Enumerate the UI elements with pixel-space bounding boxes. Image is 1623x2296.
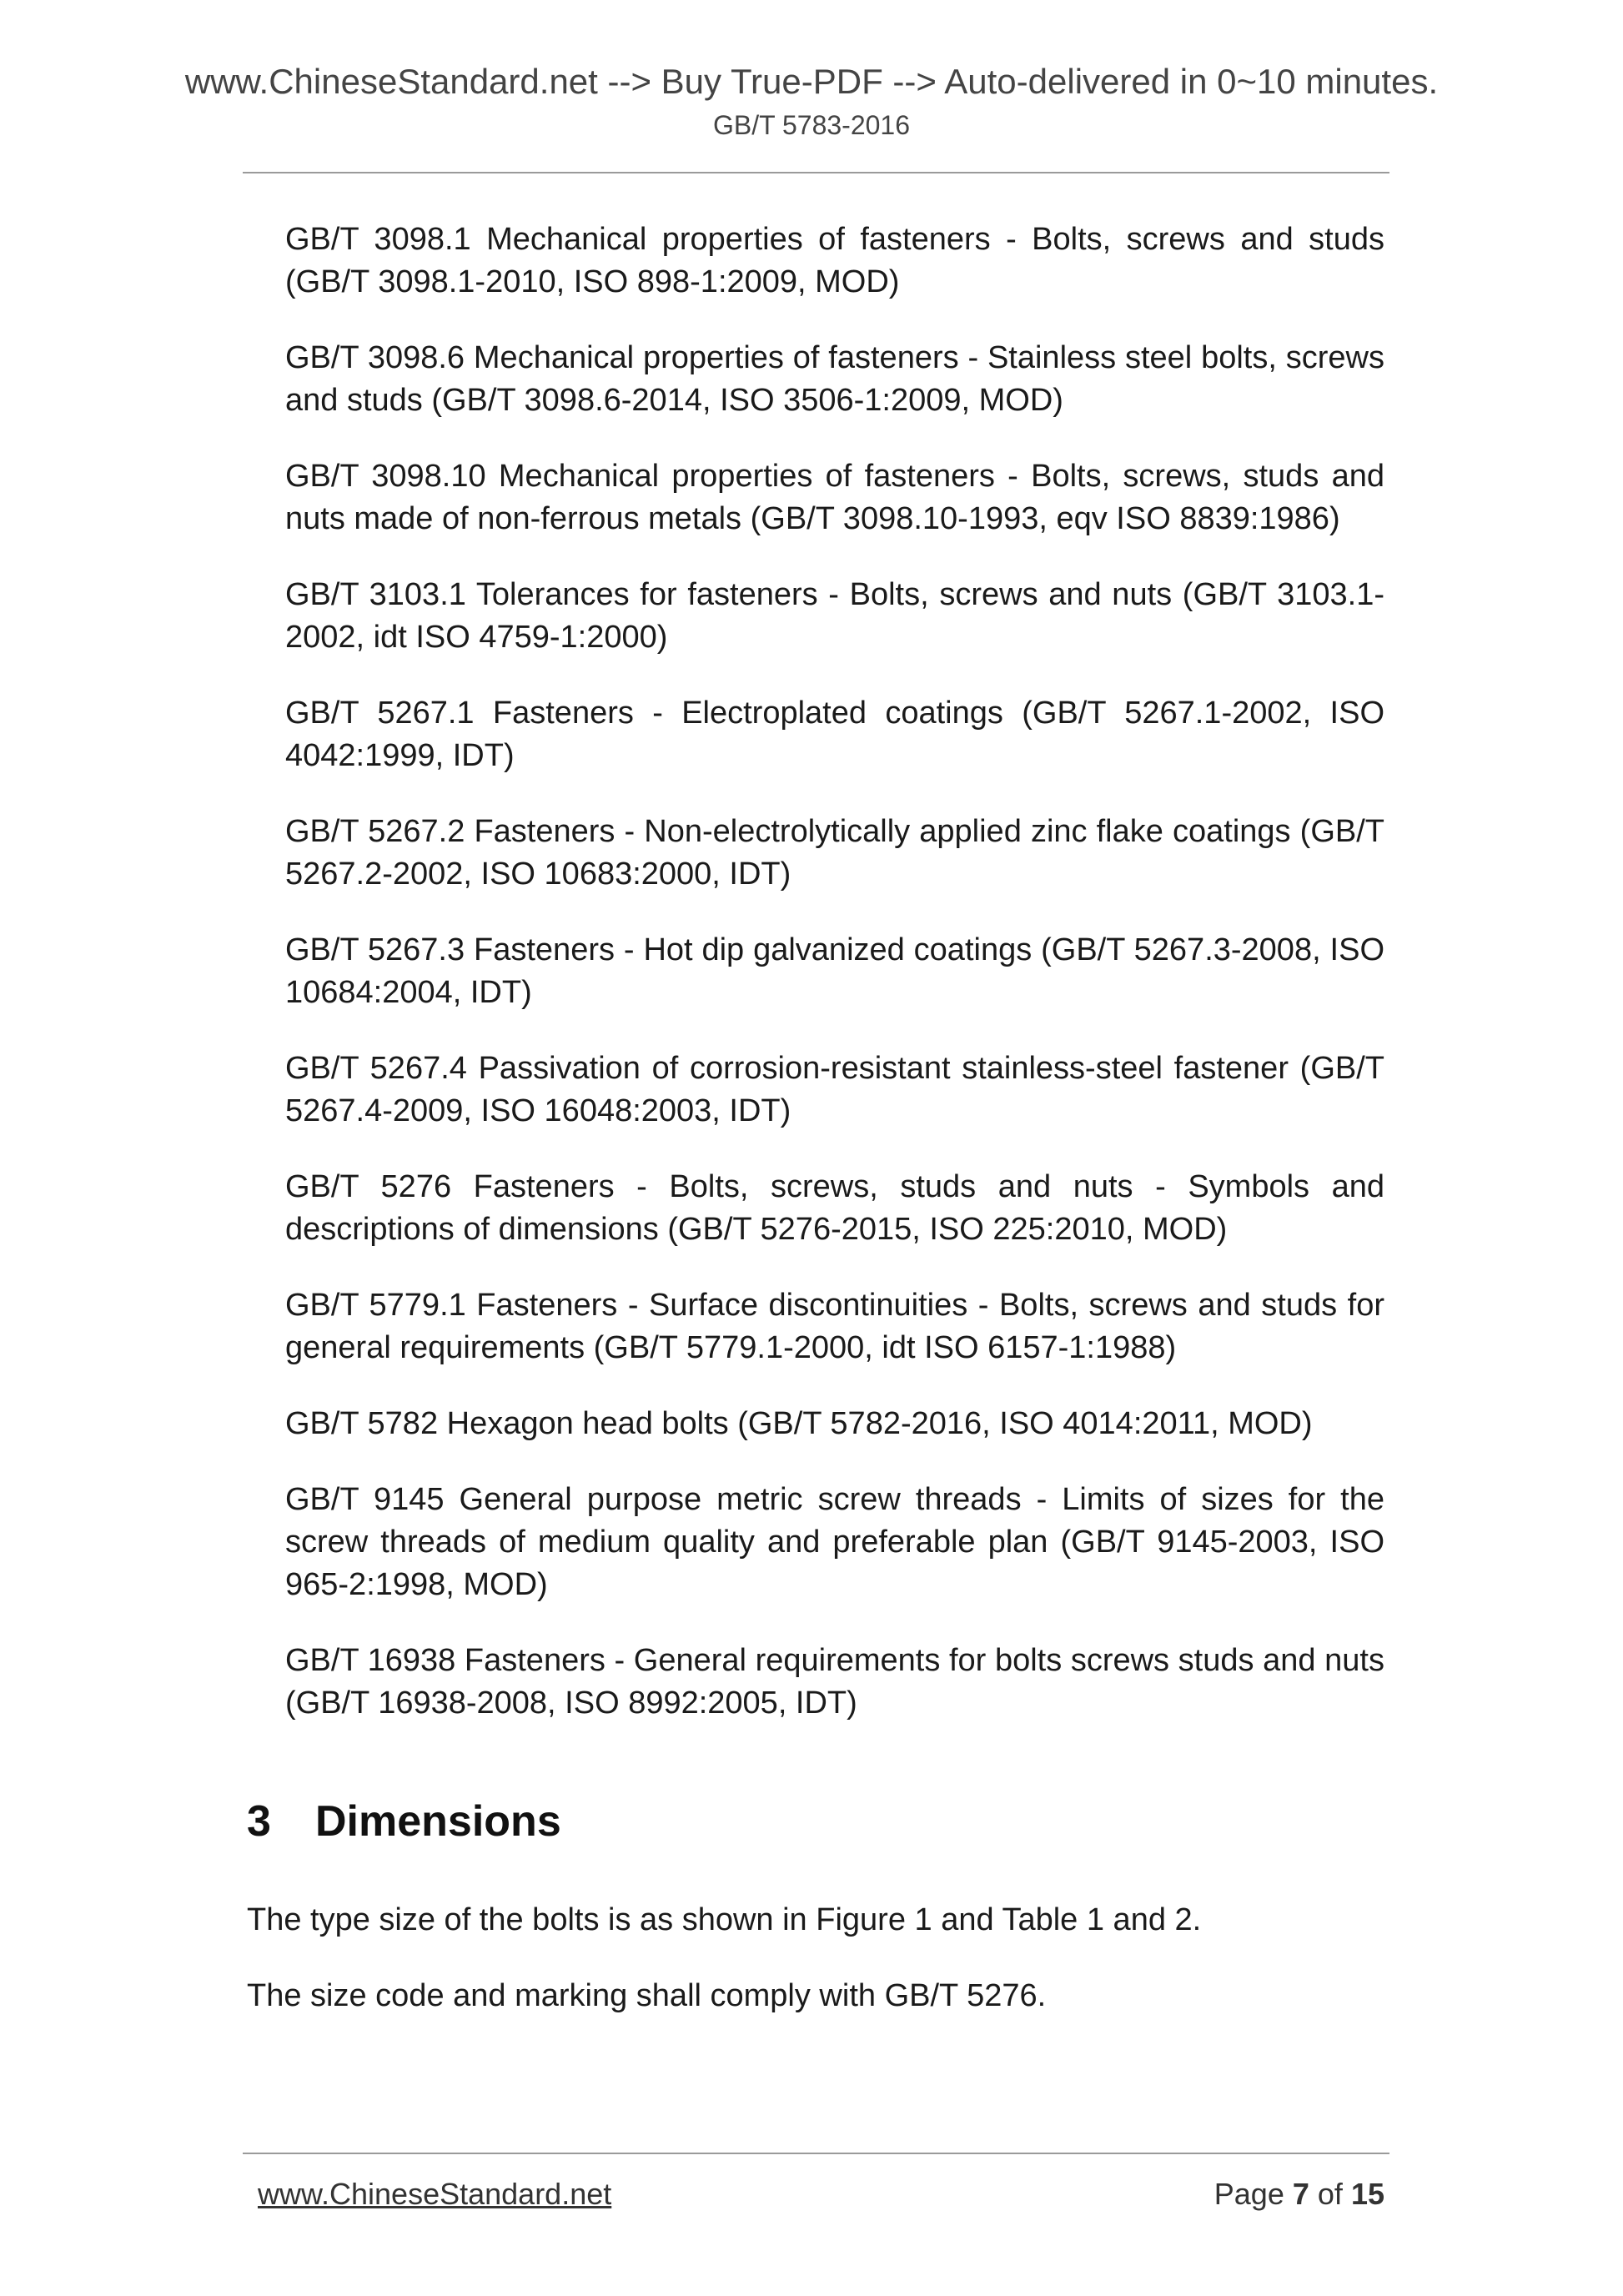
page-of-label: of [1317, 2177, 1343, 2211]
section-heading [247, 1795, 561, 1848]
reference-item: GB/T 5267.4 Passivation of corrosion-resistant stainless-steel fastener (GB/T 5267.4-2009, ISO 16048:2003, IDT) [285, 1051, 1384, 1128]
reference-item: GB/T 5267.1 Fasteners - Electroplated coatings (GB/T 5267.1-2002, ISO 4042:1999, IDT) [285, 696, 1384, 773]
page-header [0, 60, 1623, 143]
footer-divider [243, 2153, 1389, 2154]
reference-item: GB/T 3103.1 Tolerances for fasteners - Bolts, screws and nuts (GB/T 3103.1-2002, idt ISO 4759-1:2000) [285, 577, 1384, 655]
reference-item: GB/T 3098.10 Mechanical properties of fasteners - Bolts, screws, studs and nuts made of non-ferrous metals (GB/T 3098.10-1993, eqv ISO 8839:1986) [285, 459, 1384, 536]
normative-references-list [285, 219, 1384, 1758]
page-number [1214, 2175, 1384, 2213]
header-divider [243, 172, 1389, 173]
page-total: 15 [1350, 2177, 1384, 2211]
reference-item: GB/T 5267.3 Fasteners - Hot dip galvanized coatings (GB/T 5267.3-2008, ISO 10684:2004, IDT) [285, 932, 1384, 1010]
reference-item: GB/T 5276 Fasteners - Bolts, screws, studs and nuts - Symbols and descriptions of dimensions (GB/T 5276-2015, ISO 225:2010, MOD) [285, 1169, 1384, 1247]
body-paragraph: The size code and marking shall comply with GB/T 5276. [247, 1978, 1047, 2013]
reference-item: GB/T 5782 Hexagon head bolts (GB/T 5782-2016, ISO 4014:2011, MOD) [285, 1406, 1313, 1441]
footer-website-link[interactable]: www.ChineseStandard.net [258, 2177, 612, 2211]
section-title: Dimensions [315, 1797, 561, 1846]
header-promo-text: www.ChineseStandard.net --> Buy True-PDF --> Auto-delivered in 0~10 minutes. [184, 62, 1439, 101]
body-paragraph: The type size of the bolts is as shown in Figure 1 and Table 1 and 2. [247, 1902, 1202, 1937]
reference-item: GB/T 5779.1 Fasteners - Surface discontinuities - Bolts, screws and studs for general requirements (GB/T 5779.1-2000, idt ISO 6157-1:1988) [285, 1288, 1384, 1365]
page-label: Page [1213, 2177, 1284, 2211]
reference-item: GB/T 3098.1 Mechanical properties of fasteners - Bolts, screws and studs (GB/T 3098.1-2010, ISO 898-1:2009, MOD) [285, 222, 1384, 299]
reference-item: GB/T 3098.6 Mechanical properties of fasteners - Stainless steel bolts, screws and studs (GB/T 3098.6-2014, ISO 3506-1:2009, MOD) [285, 340, 1384, 418]
reference-item: GB/T 16938 Fasteners - General requirements for bolts screws studs and nuts (GB/T 16938-2008, ISO 8992:2005, IDT) [285, 1643, 1384, 1721]
section-number: 3 [247, 1797, 271, 1846]
reference-item: GB/T 5267.2 Fasteners - Non-electrolytically applied zinc flake coatings (GB/T 5267.2-2002, ISO 10683:2000, IDT) [285, 814, 1384, 892]
page-current: 7 [1292, 2177, 1309, 2211]
header-standard-number: GB/T 5783-2016 [712, 110, 910, 140]
reference-item: GB/T 9145 General purpose metric screw threads - Limits of sizes for the screw threads of medium quality and preferable plan (GB/T 9145-2003, ISO 965-2:1998, MOD) [285, 1482, 1384, 1602]
